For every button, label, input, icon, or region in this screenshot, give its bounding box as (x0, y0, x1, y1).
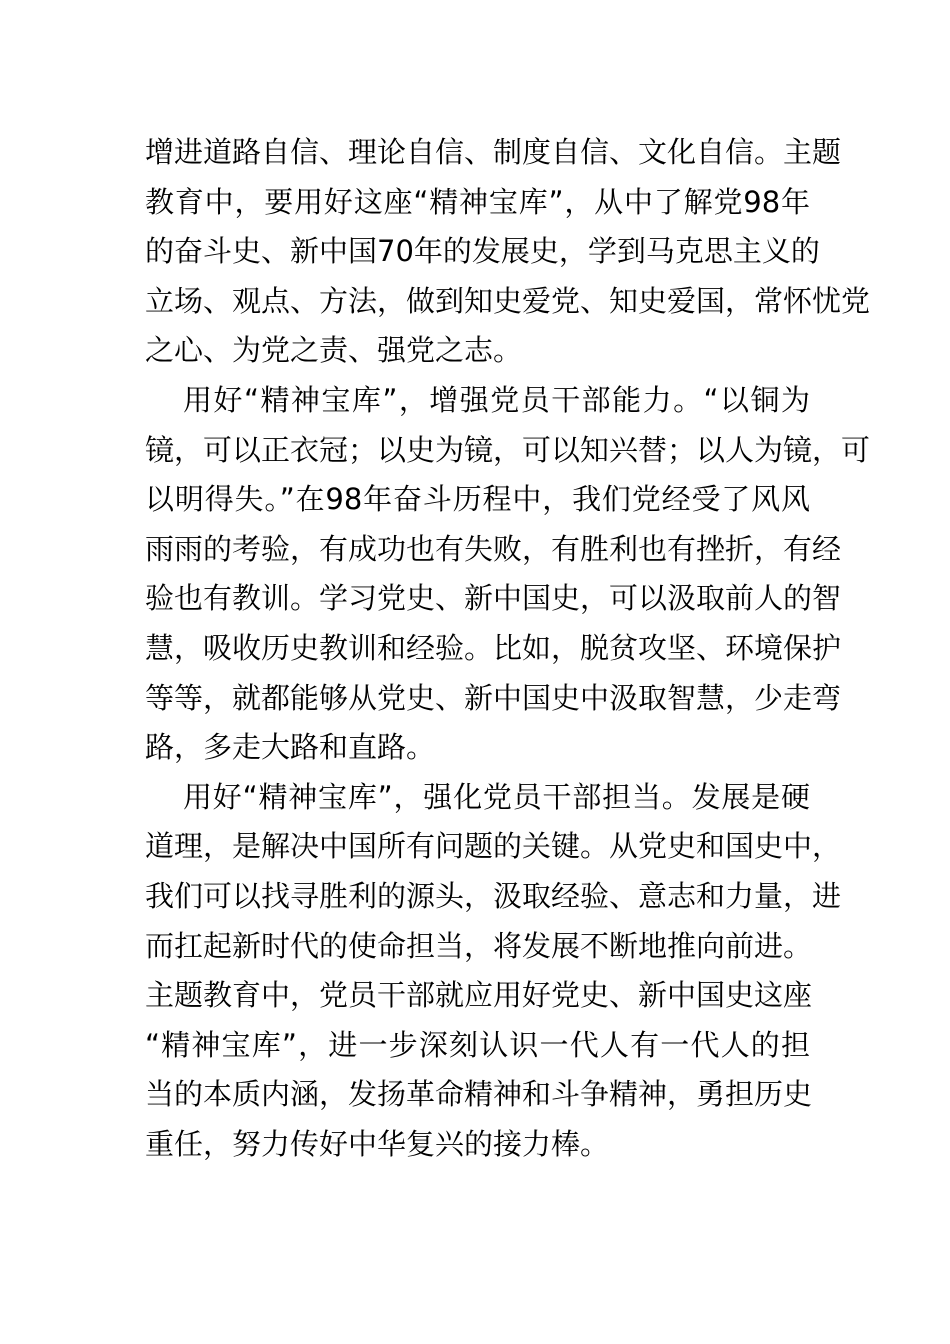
text-line: 当的本质内涵，发扬革命精神和斗争精神，勇担历史 (145, 1077, 813, 1112)
text-line: 验也有教训。学习党史、新中国史，可以汲取前人的智 (145, 581, 842, 616)
text-line: 重任，努力传好中华复兴的接力棒。 (145, 1126, 610, 1161)
paragraph-3 (145, 773, 842, 1170)
text-line: 慧，吸收历史教训和经验。比如，脱贫攻坚、环境保护 (145, 630, 842, 665)
text-line: “精神宝库”，进一步深刻认识一代人有一代人的担 (145, 1027, 810, 1062)
text-line: 我们可以找寻胜利的源头，汲取经验、意志和力量，进 (145, 878, 842, 913)
text-line: 立场、观点、方法，做到知史爱党、知史爱国，常怀忧党 (145, 283, 871, 318)
text-line: 路，多走大路和直路。 (145, 730, 436, 765)
paragraph-1 (145, 128, 871, 376)
text-line: 用好“精神宝库”，强化党员干部担当。发展是硬 (183, 779, 810, 814)
text-line: 之心、为党之责、强党之志。 (145, 333, 523, 368)
document-body (145, 128, 871, 1169)
text-line: 以明得失。”在98年奋斗历程中，我们党经受了风风 (145, 482, 810, 517)
text-line: 的奋斗史、新中国70年的发展史，学到马克思主义的 (145, 234, 820, 269)
text-line: 雨雨的考验，有成功也有失败，有胜利也有挫折，有经 (145, 531, 842, 566)
text-line: 增进道路自信、理论自信、制度自信、文化自信。主题 (145, 135, 842, 169)
text-line: 而扛起新时代的使命担当，将发展不断地推向前进。 (145, 928, 813, 963)
text-line: 教育中，要用好这座“精神宝库”，从中了解党98年 (145, 184, 810, 219)
text-line: 等等，就都能够从党史、新中国史中汲取智慧，少走弯 (145, 680, 842, 715)
text-line: 道理，是解决中国所有问题的关键。从党史和国史中， (145, 829, 842, 864)
paragraph-2 (145, 376, 871, 773)
text-line: 镜，可以正衣冠；以史为镜，可以知兴替；以人为镜，可 (145, 432, 871, 467)
text-line: 用好“精神宝库”，增强党员干部能力。“以铜为 (183, 382, 810, 417)
text-line: 主题教育中，党员干部就应用好党史、新中国史这座 (145, 978, 813, 1013)
